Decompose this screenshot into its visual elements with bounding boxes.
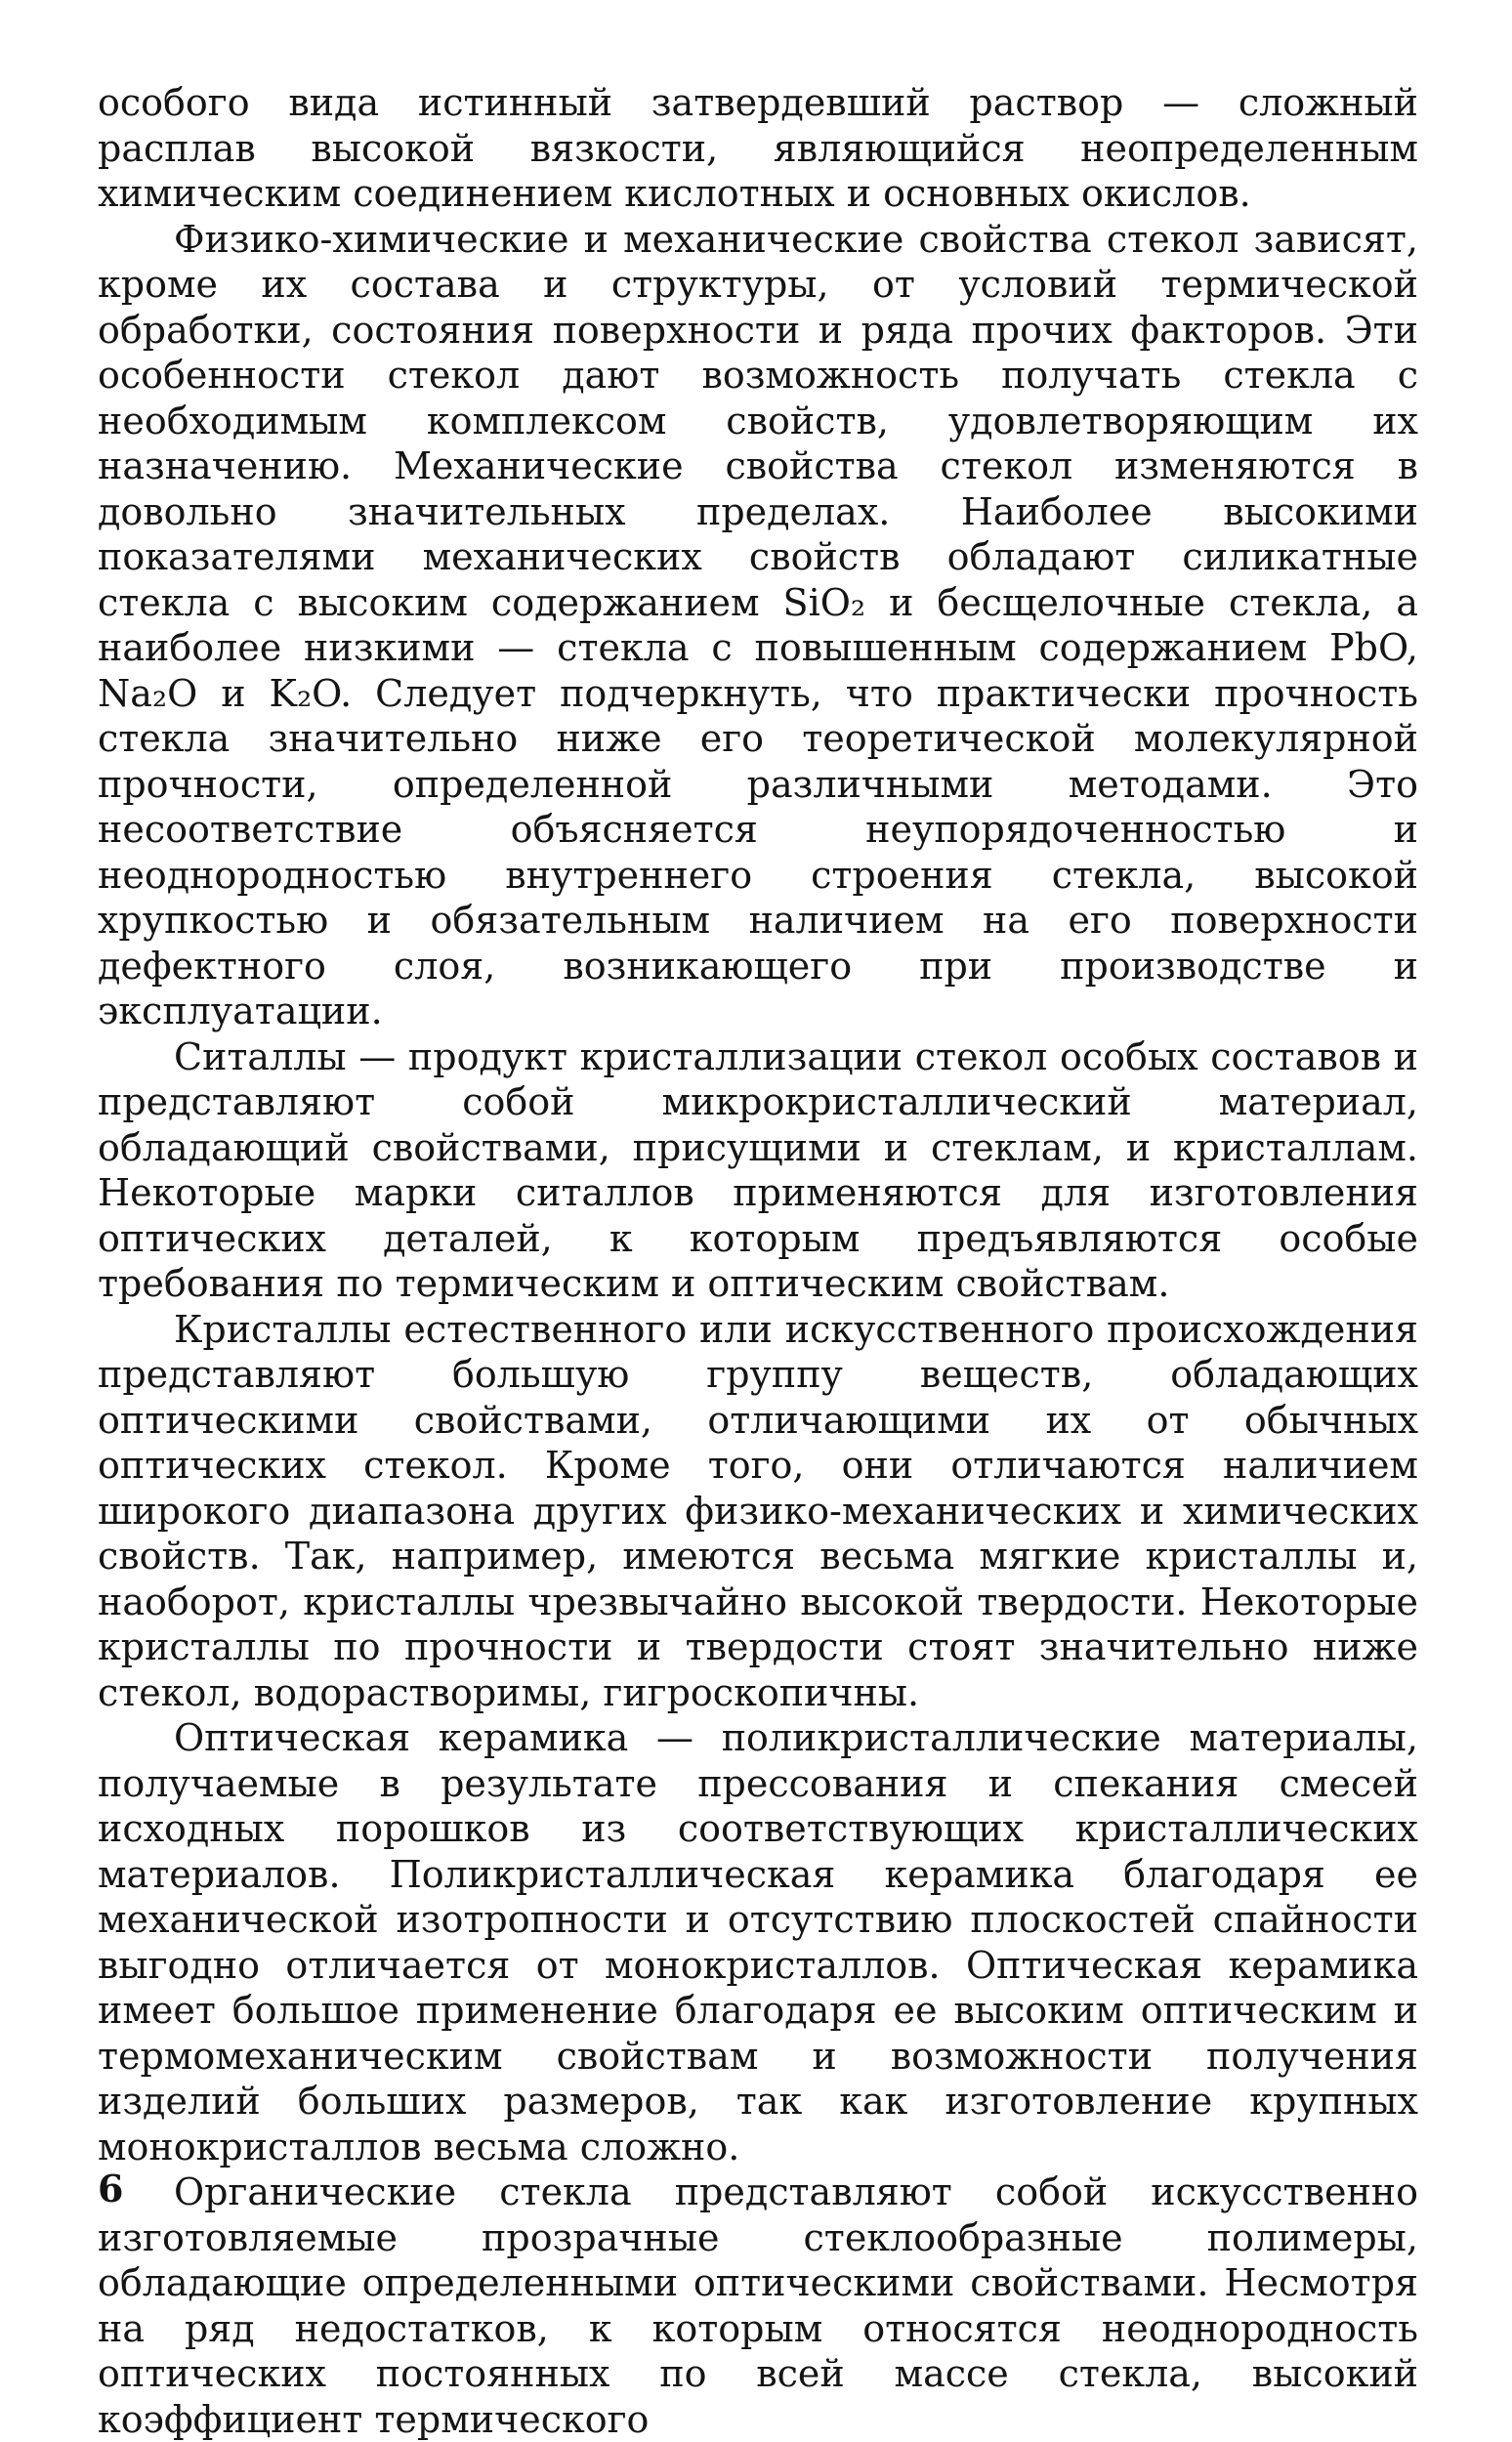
paragraph-continuation: особого вида истинный затвердевший раствор — сложный расплав высокой вязкости, являющийся неопределенным химическим соединением кислотных и основных окислов. bbox=[98, 81, 1418, 215]
paragraph-sitalls: Ситаллы — продукт кристаллизации стекол особых составов и представляют собой микрокристаллический материал, обладающий свойствами, присущими и стеклам, и кристаллам. Некоторые марки ситаллов применяются для изготовления оптических деталей, к которым предъявляются особые требования по термическим и оптическим свойствам. bbox=[98, 1034, 1418, 1305]
paragraph-optical-ceramics: Оптическая керамика — поликристаллические материалы, получаемые в результате прессования и спекания смесей исходных порошков из соответствующих кристаллических материалов. Поликристаллическая керамика благодаря ее механической изотропности и отсутствию плоскостей спайности выгодно отличается от монокристаллов. Оптическая керамика имеет большое применение благодаря ее высоким оптическим и термомеханическим свойствам и возможности получения изделий больших размеров, так как изготовление крупных монокристаллов весьма сложно. bbox=[98, 1716, 1418, 2168]
paragraph-crystals: Кристаллы естественного или искусственного происхождения представляют большую группу веществ, обладающих оптическими свойствами, отличающими их от обычных оптических стекол. Кроме того, они отличаются наличием широкого диапазона других физико-механических и химических свойств. Так, например, имеются весьма мягкие кристаллы и, наоборот, кристаллы чрезвычайно высокой твердости. Некоторые кристаллы по прочности и твердости стоят значительно ниже стекол, водорастворимы, гигроскопичны. bbox=[98, 1307, 1418, 1714]
page-number: 6 bbox=[98, 2167, 124, 2210]
page-body bbox=[98, 80, 1418, 2441]
paragraph-glass-properties: Физико-химические и механические свойства стекол зависят, кроме их состава и структуры, от условий термической обработки, состояния поверхности и ряда прочих факторов. Эти особенности стекол дают возможность получать стекла с необходимым комплексом свойств, удовлетворяющим их назначению. Механические свойства стекол изменяются в довольно значительных пределах. Наиболее высокими показателями механических свойств обладают силикатные стекла с высоким содержанием SiO₂ и бесщелочные стекла, а наиболее низкими — стекла с повышенным содержанием PbO, Na₂O и K₂O. Следует подчеркнуть, что практически прочность стекла значительно ниже его теоретической молекулярной прочности, определенной различными методами. Это несоответствие объясняется неупорядоченностью и неоднородностью внутреннего строения стекла, высокой хрупкостью и обязательным наличием на его поверхности дефектного слоя, возникающего при производстве и эксплуатации. bbox=[98, 217, 1418, 1032]
paragraph-organic-glass: Органические стекла представляют собой искусственно изготовляемые прозрачные стеклообразные полимеры, обладающие определенными оптическими свойствами. Несмотря на ряд недостатков, к которым относятся неоднородность оптических постоянных по всей массе стекла, высокий коэффициент термического bbox=[98, 2170, 1418, 2441]
